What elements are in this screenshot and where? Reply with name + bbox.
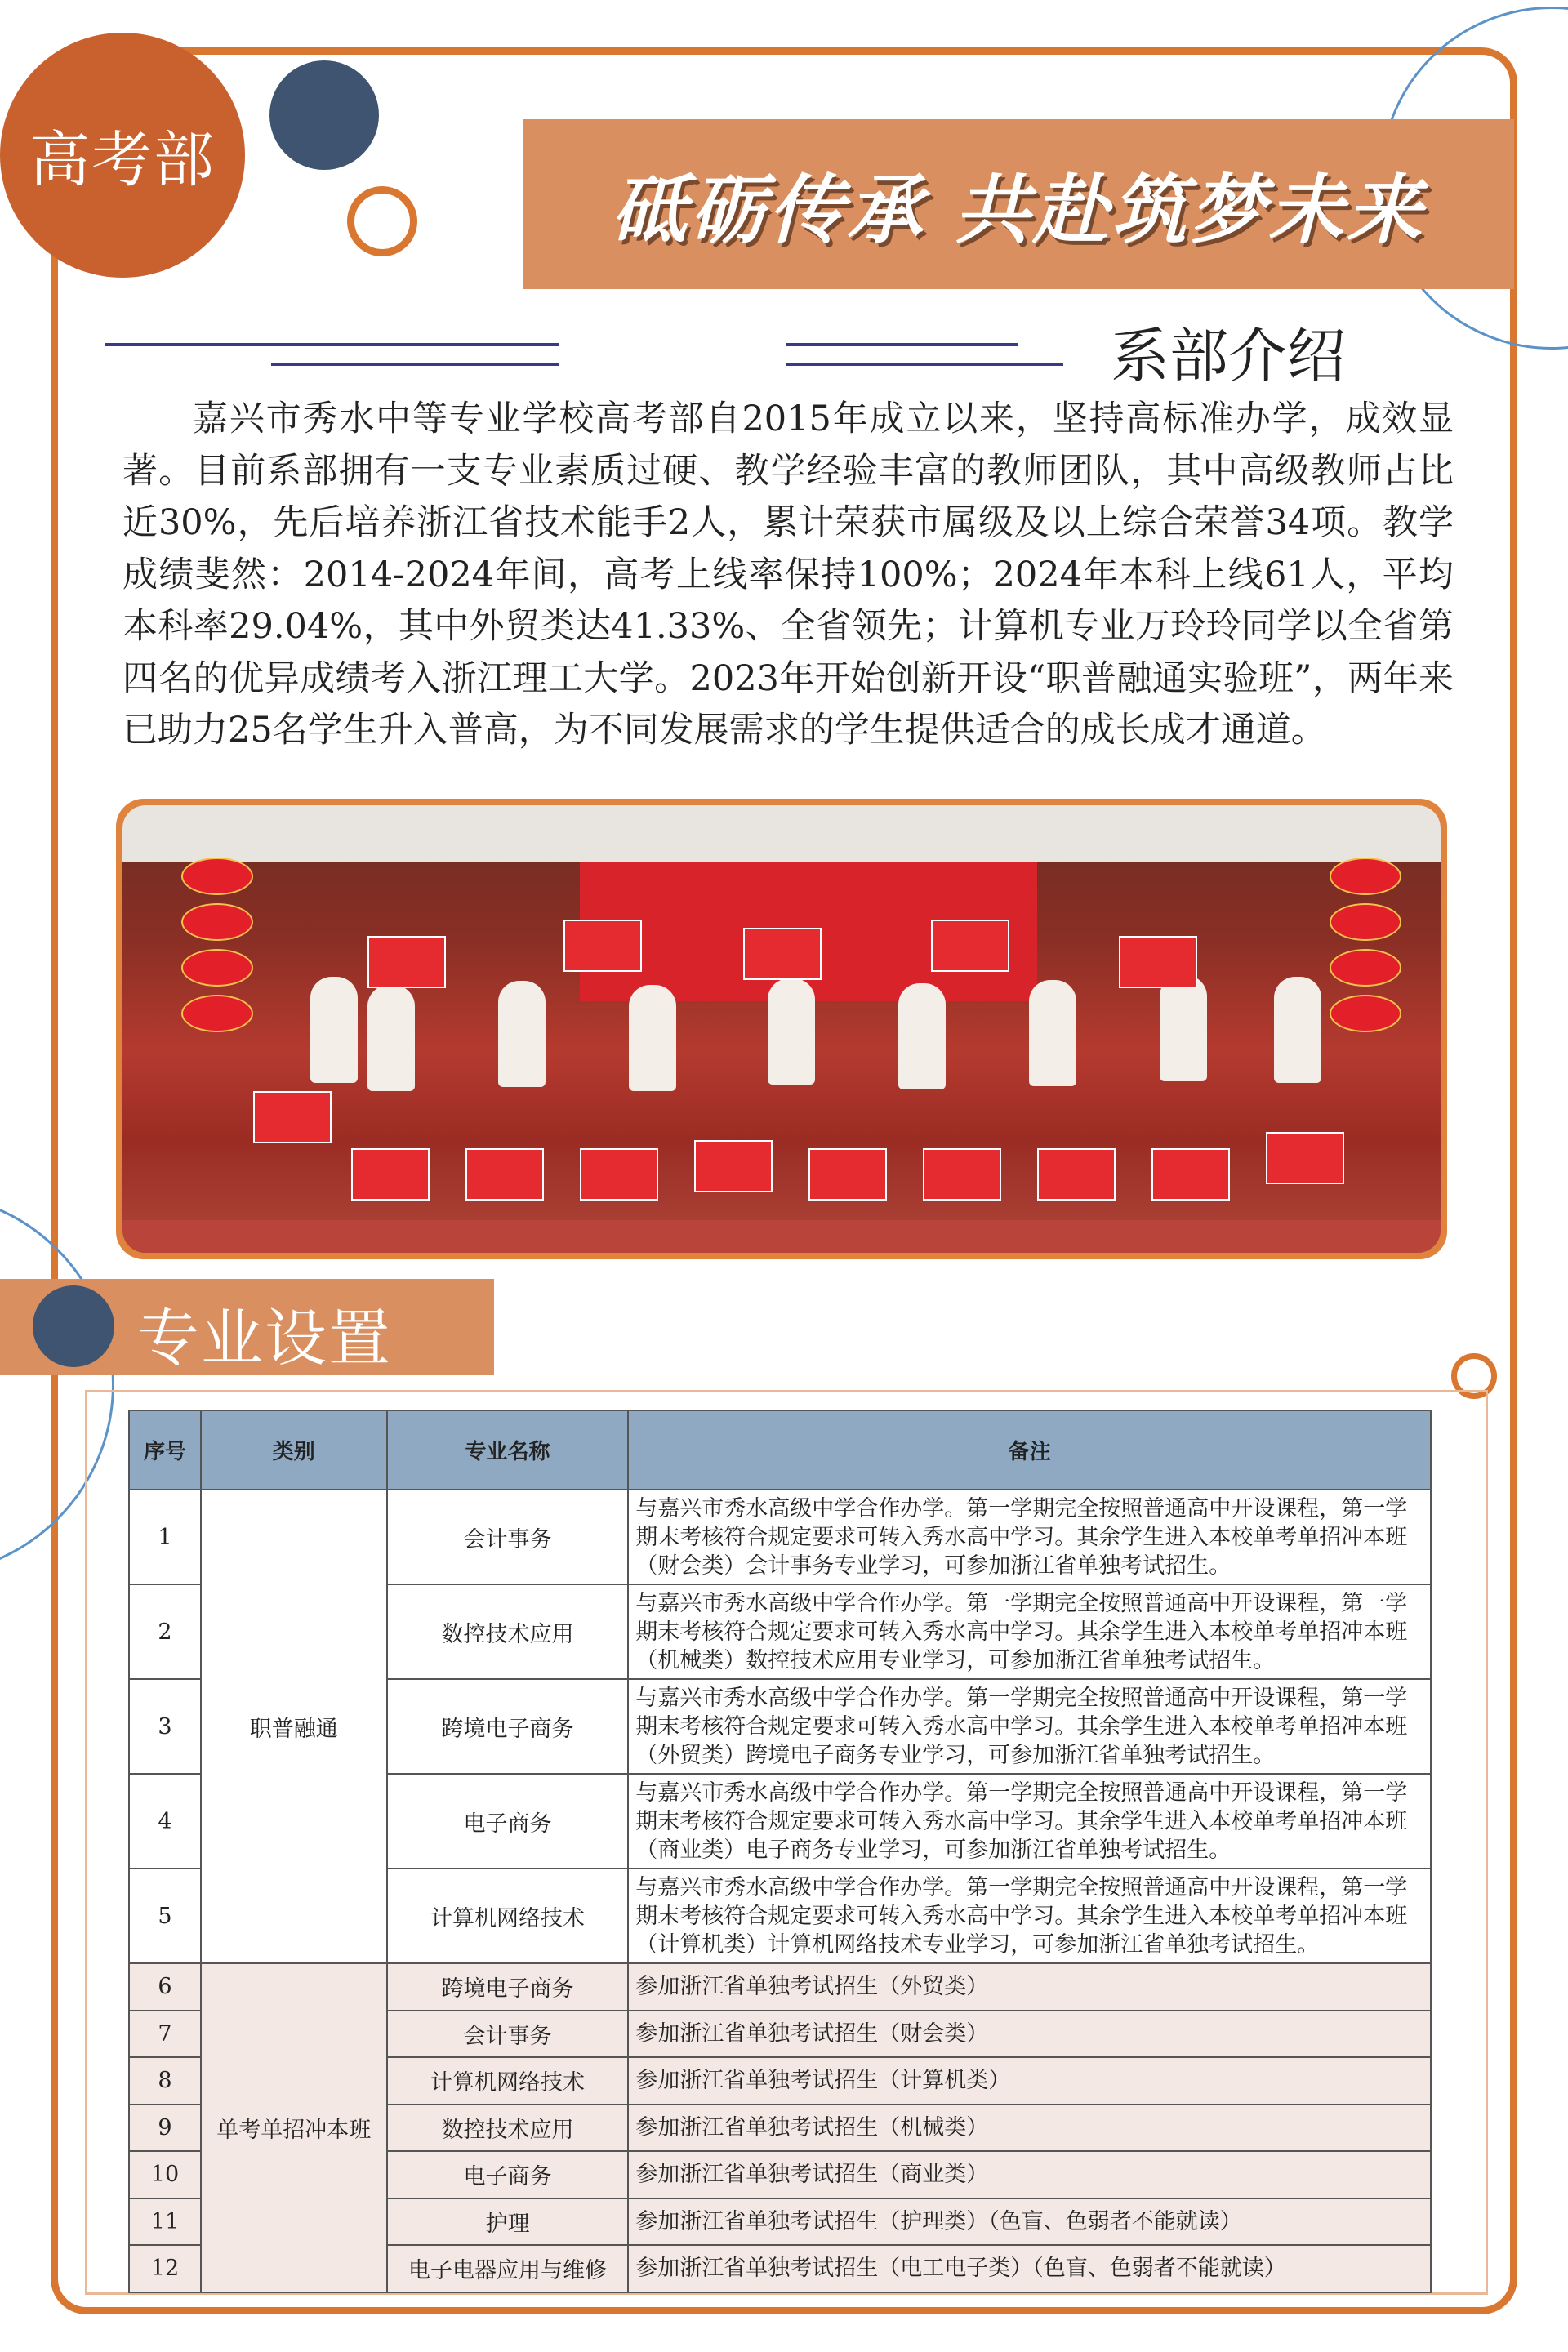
major-name: 计算机网络技术 (387, 1869, 629, 1963)
majors-table (128, 1410, 1432, 2293)
major-note: 与嘉兴市秀水高级中学合作办学。第一学期完全按照普通高中开设课程，第一学期末考核符合规定要求可转入秀水高中学习。其余学生进入本校单考单招冲本班（商业类）电子商务专业学习，可参加浙江省单独考试招生。 (628, 1774, 1431, 1869)
group-photo-frame (116, 799, 1447, 1259)
header-major-name: 专业名称 (387, 1410, 629, 1490)
header-note: 备注 (628, 1410, 1431, 1490)
header-no: 序号 (129, 1410, 201, 1490)
row-no: 8 (129, 2057, 201, 2105)
row-no: 10 (129, 2151, 201, 2198)
row-no: 9 (129, 2105, 201, 2152)
major-name: 会计事务 (387, 1490, 629, 1584)
slogan-text: 砥砺传承 共赴筑梦未来 (611, 167, 1426, 254)
divider-line (271, 363, 559, 366)
row-no: 7 (129, 2011, 201, 2058)
major-note: 参加浙江省单独考试招生（计算机类） (628, 2057, 1431, 2105)
major-name: 计算机网络技术 (387, 2057, 629, 2105)
intro-heading: 系部介绍 (1111, 322, 1347, 390)
table-row (129, 1490, 1431, 1584)
row-no: 1 (129, 1490, 201, 1584)
table-row (129, 1963, 1431, 2011)
row-no: 12 (129, 2245, 201, 2292)
major-name: 数控技术应用 (387, 1584, 629, 1679)
major-note: 与嘉兴市秀水高级中学合作办学。第一学期完全按照普通高中开设课程，第一学期末考核符合规定要求可转入秀水高中学习。其余学生进入本校单考单招冲本班（财会类）会计事务专业学习，可参加浙江省单独考试招生。 (628, 1490, 1431, 1584)
decorative-dot (33, 1285, 114, 1367)
category-cell: 单考单招冲本班 (201, 1963, 387, 2292)
majors-table-frame (85, 1390, 1488, 2295)
row-no: 11 (129, 2198, 201, 2246)
major-name: 电子电器应用与维修 (387, 2245, 629, 2292)
major-name: 数控技术应用 (387, 2105, 629, 2152)
major-name: 电子商务 (387, 2151, 629, 2198)
divider-line (786, 343, 1018, 346)
row-no: 2 (129, 1584, 201, 1679)
major-name: 护理 (387, 2198, 629, 2246)
department-badge (0, 33, 245, 278)
department-badge-text: 高考部 (29, 125, 216, 195)
row-no: 4 (129, 1774, 201, 1869)
decorative-ring-small (347, 186, 417, 256)
category-cell: 职普融通 (201, 1490, 387, 1963)
major-note: 参加浙江省单独考试招生（商业类） (628, 2151, 1431, 2198)
slogan-banner (523, 119, 1514, 289)
majors-heading: 专业设置 (137, 1302, 392, 1374)
header-category: 类别 (201, 1410, 387, 1490)
major-note: 与嘉兴市秀水高级中学合作办学。第一学期完全按照普通高中开设课程，第一学期末考核符合规定要求可转入秀水高中学习。其余学生进入本校单考单招冲本班（机械类）数控技术应用专业学习，可参加浙江省单独考试招生。 (628, 1584, 1431, 1679)
group-photo (122, 805, 1441, 1253)
row-no: 6 (129, 1963, 201, 2011)
major-note: 参加浙江省单独考试招生（财会类） (628, 2011, 1431, 2058)
row-no: 5 (129, 1869, 201, 1963)
major-note: 参加浙江省单独考试招生（机械类） (628, 2105, 1431, 2152)
major-note: 参加浙江省单独考试招生（护理类）（色盲、色弱者不能就读） (628, 2198, 1431, 2246)
intro-paragraph: 嘉兴市秀水中等专业学校高考部自2015年成立以来，坚持高标准办学，成效显著。目前系部拥有一支专业素质过硬、教学经验丰富的教师团队，其中高级教师占比近30%，先后培养浙江省技术能手2人，累计荣获市属级及以上综合荣誉34项。教学成绩斐然：2014-2024年间，高考上线率保持100%；2024年本科上线61人，平均本科率29.04%，其中外贸类达41.33%、全省领先；计算机专业万玲玲同学以全省第四名的优异成绩考入浙江理工大学。2023年开始创新开设“职普融通实验班”，两年来已助力25名学生升入普高，为不同发展需求的学生提供适合的成长成才通道。 (122, 399, 1454, 751)
decorative-dot (270, 60, 379, 170)
major-note: 参加浙江省单独考试招生（外贸类） (628, 1963, 1431, 2011)
major-name: 跨境电子商务 (387, 1679, 629, 1774)
major-note: 与嘉兴市秀水高级中学合作办学。第一学期完全按照普通高中开设课程，第一学期末考核符合规定要求可转入秀水高中学习。其余学生进入本校单考单招冲本班（外贸类）跨境电子商务专业学习，可参加浙江省单独考试招生。 (628, 1679, 1431, 1774)
major-name: 跨境电子商务 (387, 1963, 629, 2011)
major-name: 电子商务 (387, 1774, 629, 1869)
major-note: 参加浙江省单独考试招生（电工电子类）（色盲、色弱者不能就读） (628, 2245, 1431, 2292)
divider-line (786, 363, 1063, 366)
divider-line (105, 343, 559, 346)
row-no: 3 (129, 1679, 201, 1774)
major-name: 会计事务 (387, 2011, 629, 2058)
major-note: 与嘉兴市秀水高级中学合作办学。第一学期完全按照普通高中开设课程，第一学期末考核符合规定要求可转入秀水高中学习。其余学生进入本校单考单招冲本班（计算机类）计算机网络技术专业学习，可参加浙江省单独考试招生。 (628, 1869, 1431, 1963)
